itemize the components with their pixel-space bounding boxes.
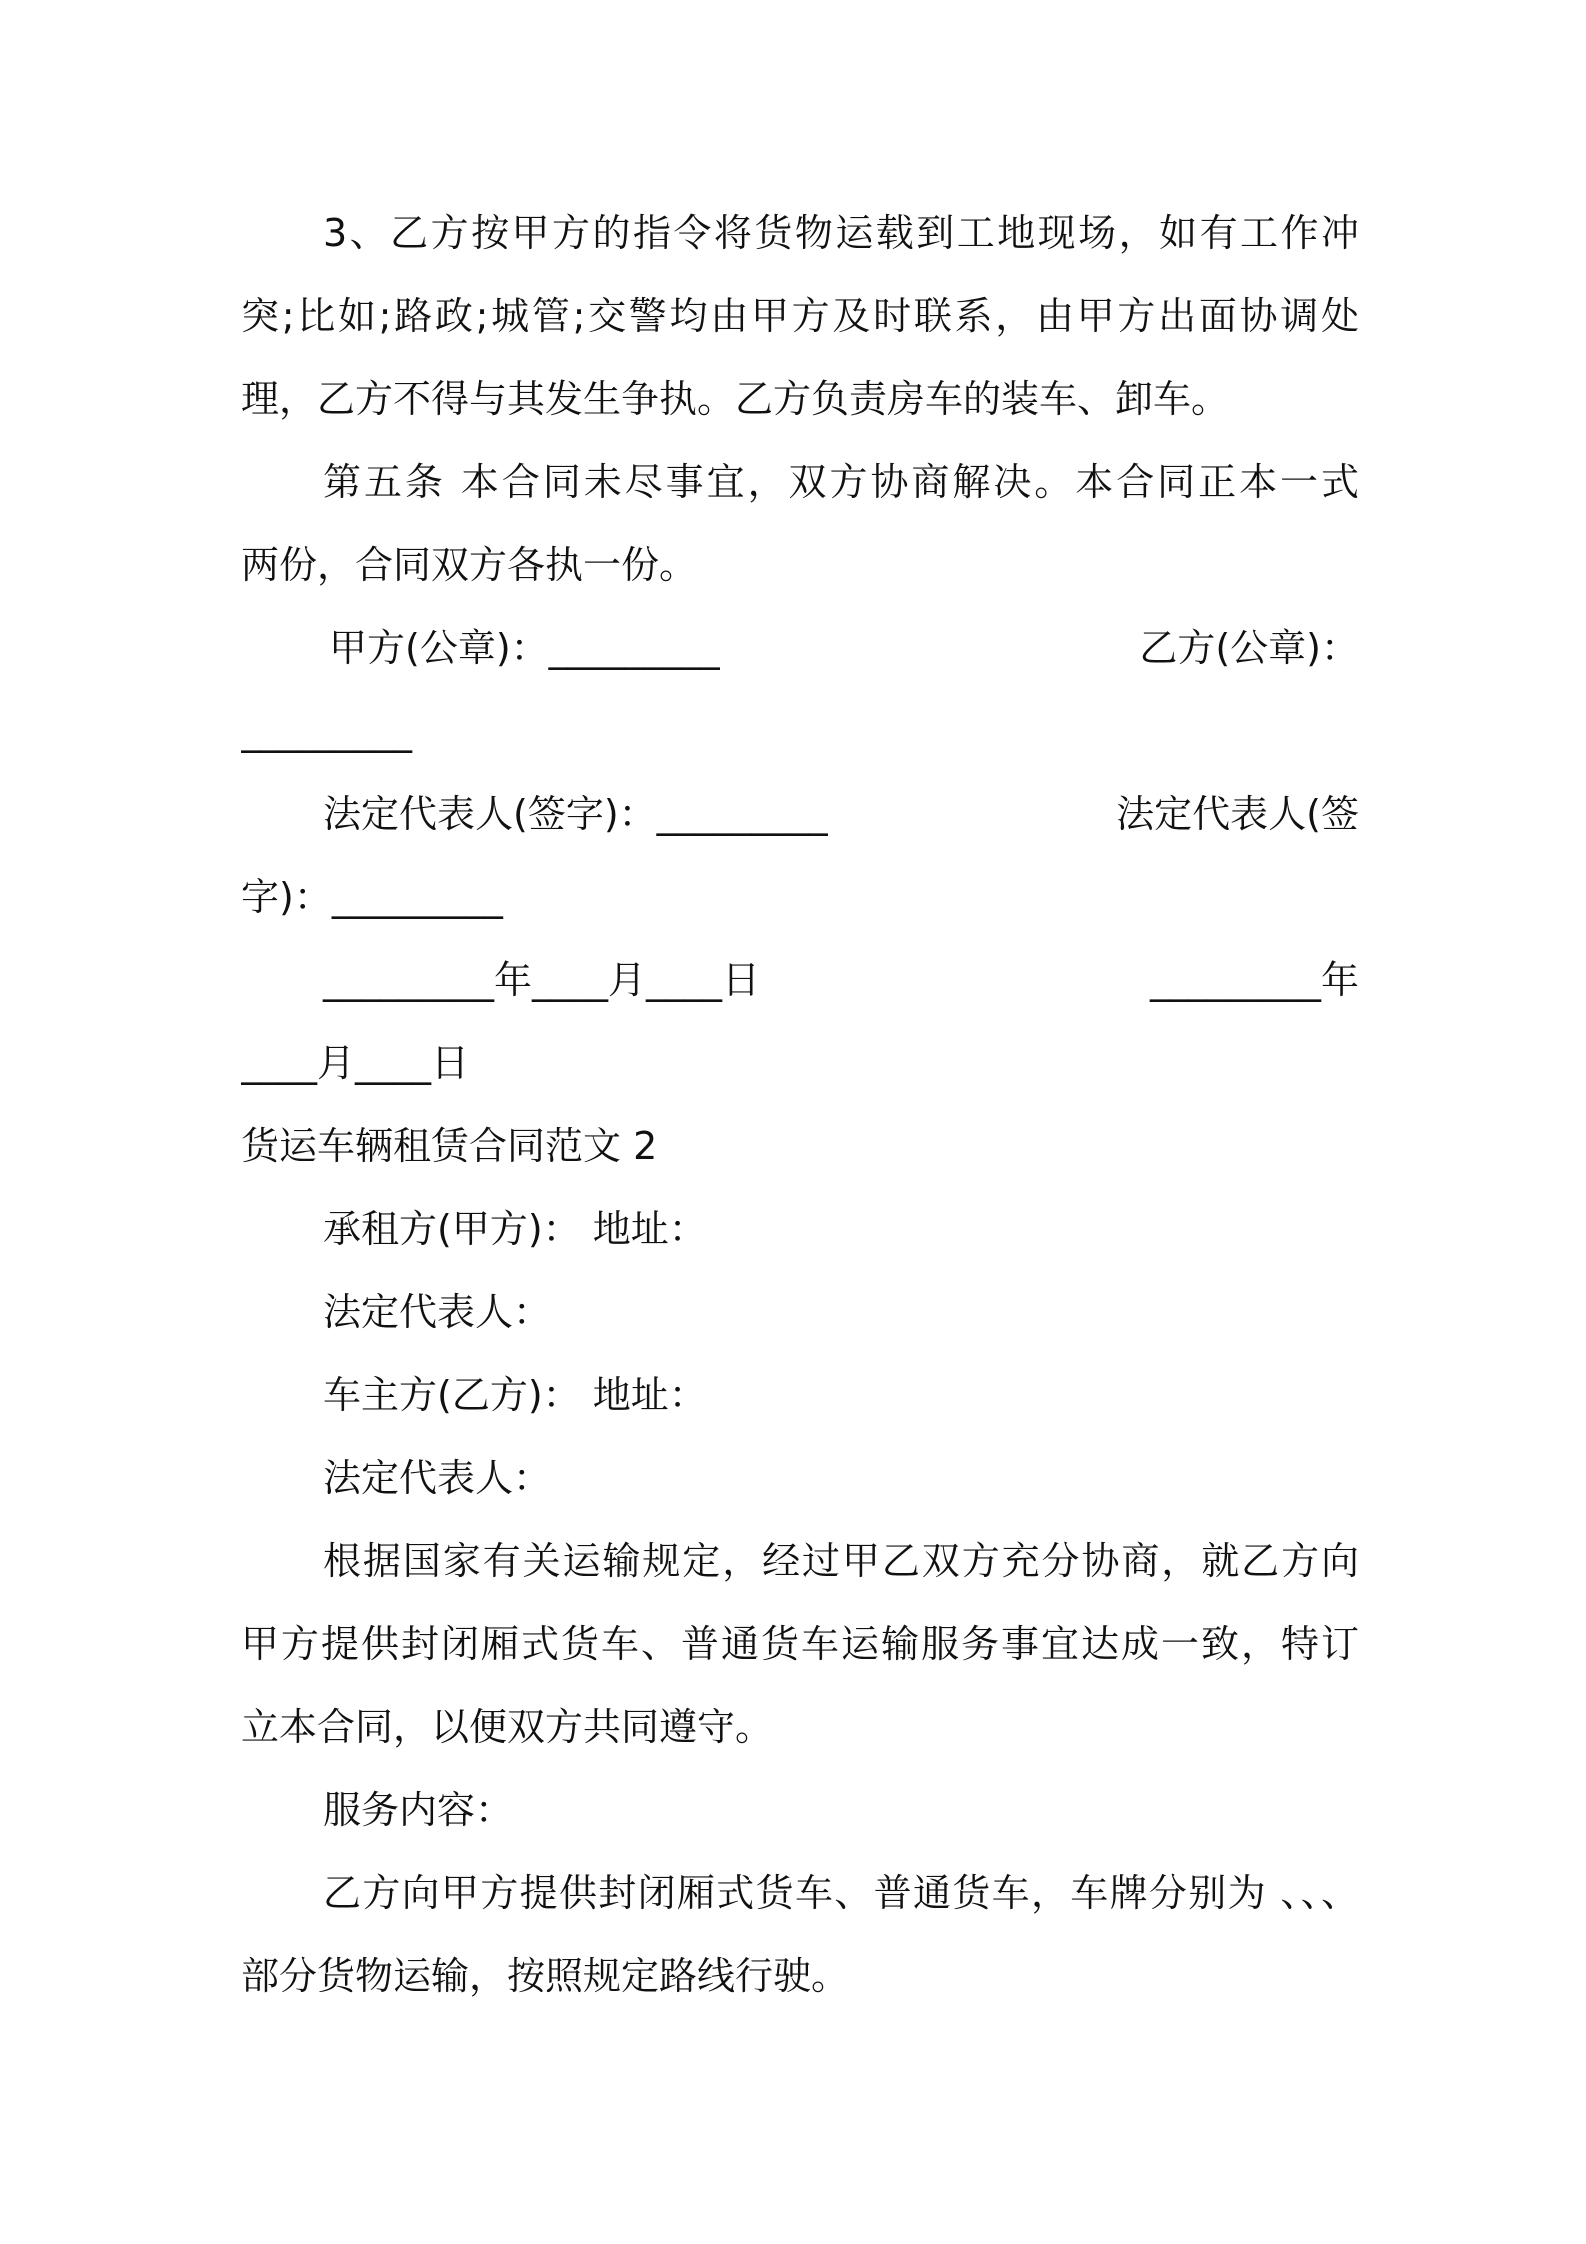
- paragraph-line: 理，乙方不得与其发生争执。乙方负责房车的装车、卸车。: [241, 377, 1230, 421]
- document-body: [241, 192, 1359, 2018]
- party-a-seal: 甲方(公章)：_________: [329, 626, 720, 670]
- paragraph-line: 立本合同，以便双方共同遵守。: [241, 1705, 774, 1749]
- lessee-line: 承租方(甲方)： 地址：: [323, 1207, 707, 1251]
- paragraph-line: 根据国家有关运输规定，经过甲乙双方充分协商，就乙方向: [323, 1539, 1359, 1583]
- paragraph-line: 部分货物运输，按照规定路线行驶。: [241, 1954, 850, 1998]
- paragraph-line: 3、乙方按甲方的指令将货物运载到工地现场，如有工作冲: [323, 211, 1359, 255]
- party-b-representative: 法定代表人(签: [1116, 792, 1359, 836]
- party-b-date-cont: ____月____日: [241, 1041, 470, 1085]
- signature-row-representative: [241, 773, 1359, 856]
- owner-line: 车主方(乙方)： 地址：: [323, 1373, 707, 1417]
- paragraph-line: 甲方提供封闭厢式货车、普通货车运输服务事宜达成一致，特订: [241, 1622, 1359, 1666]
- signature-row-seal: [241, 607, 1359, 690]
- section-title: 货运车辆租赁合同范文 2: [241, 1124, 658, 1168]
- paragraph-line: 突;比如;路政;城管;交警均由甲方及时联系，由甲方出面协调处: [241, 294, 1359, 338]
- party-b-date: _________年: [1149, 958, 1359, 1002]
- paragraph-line: 两份，合同双方各执一份。: [241, 543, 698, 587]
- paragraph-line: 第五条 本合同未尽事宜，双方协商解决。本合同正本一式: [323, 460, 1359, 504]
- owner-representative: 法定代表人：: [323, 1456, 552, 1500]
- party-b-seal-blank: _________: [241, 709, 412, 753]
- party-b-seal: 乙方(公章)：: [1139, 626, 1359, 670]
- party-b-representative-blank: 字)：_________: [241, 875, 503, 919]
- party-a-date: _________年____月____日: [323, 958, 761, 1002]
- service-title: 服务内容：: [323, 1788, 514, 1832]
- signature-row-date: [241, 939, 1359, 1022]
- lessee-representative: 法定代表人：: [323, 1290, 552, 1334]
- paragraph-line: 乙方向甲方提供封闭厢式货车、普通货车，车牌分别为 、、、: [323, 1871, 1359, 1915]
- party-a-representative: 法定代表人(签字)：_________: [323, 792, 828, 836]
